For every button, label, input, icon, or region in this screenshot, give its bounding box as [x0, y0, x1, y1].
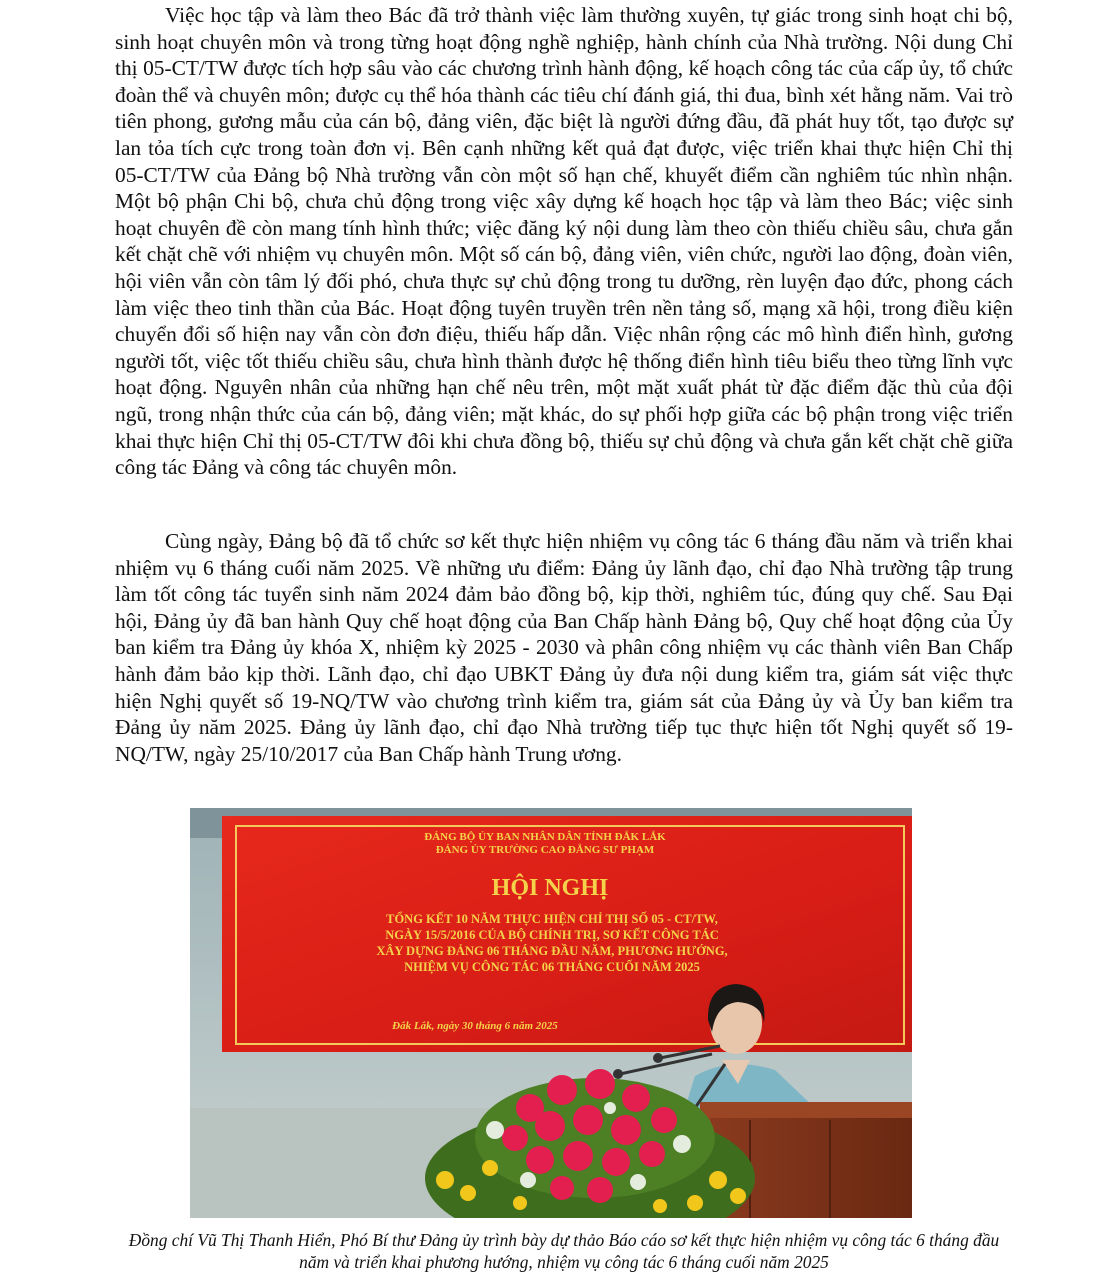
banner-title: HỘI NGHỊ [491, 875, 609, 901]
banner-subtitle-2: NGÀY 15/5/2016 CỦA BỘ CHÍNH TRỊ, SƠ KẾT CÔNG TÁC [385, 928, 719, 942]
banner-subtitle-3: XÂY DỰNG ĐẢNG 06 THÁNG ĐẦU NĂM, PHƯƠNG HƯỚNG, [376, 944, 728, 958]
body-paragraph-2: Cùng ngày, Đảng bộ đã tổ chức sơ kết thực hiện nhiệm vụ công tác 6 tháng đầu năm và triển khai nhiệm vụ 6 tháng cuối năm 2025. Về những ưu điểm: Đảng ủy lãnh đạo, chỉ đạo Nhà trường tập trung làm tốt công tác tuyển sinh năm 2024 đảm bảo đồng bộ, kịp thời, nghiêm túc, đúng quy chế. Sau Đại hội, Đảng ủy đã ban hành Quy chế hoạt động của Ban Chấp hành Đảng bộ, Quy chế hoạt động của Ủy ban kiểm tra Đảng ủy khóa X, nhiệm kỳ 2025 - 2030 và phân công nhiệm vụ các thành viên Ban Chấp hành đảm bảo kịp thời. Lãnh đạo, chỉ đạo UBKT Đảng ủy đưa nội dung kiểm tra, giám sát việc thực hiện Nghị quyết số 19-NQ/TW vào chương trình kiểm tra, giám sát của Đảng ủy và Ủy ban kiểm tra Đảng ủy năm 2025. Đảng ủy lãnh đạo, chỉ đạo Nhà trường tiếp tục thực hiện tốt Nghị quyết số 19-NQ/TW, ngày 25/10/2017 của Ban Chấp hành Trung ương. [115, 529, 1013, 766]
conference-photo [190, 808, 912, 1218]
banner-date: Đắk Lắk, ngày 30 tháng 6 năm 2025 [392, 1020, 558, 1032]
banner-subtitle-1: TỔNG KẾT 10 NĂM THỰC HIỆN CHỈ THỊ SỐ 05 - CT/TW, [386, 912, 718, 926]
banner-org-line-1: ĐẢNG BỘ ỦY BAN NHÂN DÂN TỈNH ĐẮK LẮK [424, 831, 666, 843]
photo-caption: Đồng chí Vũ Thị Thanh Hiển, Phó Bí thư Đảng ủy trình bày dự thảo Báo cáo sơ kết thực hiện nhiệm vụ công tác 6 tháng đầu năm và triển khai phương hướng, nhiệm vụ công tác 6 tháng cuối năm 2025 [128, 1230, 1000, 1272]
banner-subtitle-4: NHIỆM VỤ CÔNG TÁC 06 THÁNG CUỐI NĂM 2025 [404, 960, 700, 974]
banner-org-line-2: ĐẢNG ỦY TRƯỜNG CAO ĐẲNG SƯ PHẠM [435, 844, 655, 856]
body-paragraph-1: Việc học tập và làm theo Bác đã trở thành việc làm thường xuyên, tự giác trong sinh hoạt chi bộ, sinh hoạt chuyên môn và trong từng hoạt động nghề nghiệp, hành chính của Nhà trường. Nội dung Chỉ thị 05-CT/TW được tích hợp sâu vào các chương trình hành động, kế hoạch công tác của cấp ủy, tổ chức đoàn thể và chuyên môn; được cụ thể hóa thành các tiêu chí đánh giá, thi đua, bình xét hằng năm. Vai trò tiên phong, gương mẫu của cán bộ, đảng viên, đặc biệt là người đứng đầu, đã phát huy tốt, tạo được sự lan tỏa tích cực trong toàn đơn vị. Bên cạnh những kết quả đạt được, việc triển khai thực hiện Chỉ thị 05-CT/TW của Đảng bộ Nhà trường vẫn còn một số hạn chế, khuyết điểm cần nghiêm túc nhìn nhận. Một bộ phận Chi bộ, chưa chủ động trong việc xây dựng kế hoạch học tập và làm theo Bác; việc sinh hoạt chuyên đề còn mang tính hình thức; việc đăng ký nội dung làm theo còn thiếu chiều sâu, chưa gắn kết chặt chẽ với nhiệm vụ chuyên môn. Một số cán bộ, đảng viên, viên chức, người lao động, đoàn viên, hội viên vẫn còn tâm lý đối phó, chưa thực sự chủ động trong tu dưỡng, rèn luyện đạo đức, phong cách làm việc theo tinh thần của Bác. Hoạt động tuyên truyền trên nền tảng số, mạng xã hội, trong điều kiện chuyển đổi số hiện nay vẫn còn đơn điệu, thiếu hấp dẫn. Việc nhân rộng các mô hình điển hình, gương người tốt, việc tốt thiếu chiều sâu, chưa hình thành được hệ thống điển hình tiêu biểu theo từng lĩnh vực hoạt động. Nguyên nhân của những hạn chế nêu trên, một mặt xuất phát từ đặc điểm đặc thù của đội ngũ, trong nhận thức của cán bộ, đảng viên; mặt khác, do sự phối hợp giữa các bộ phận trong việc triển khai thực hiện Chỉ thị 05-CT/TW đôi khi chưa đồng bộ, thiếu sự chủ động và chưa gắn kết chặt chẽ giữa công tác Đảng và công tác chuyên môn. [115, 3, 1013, 480]
